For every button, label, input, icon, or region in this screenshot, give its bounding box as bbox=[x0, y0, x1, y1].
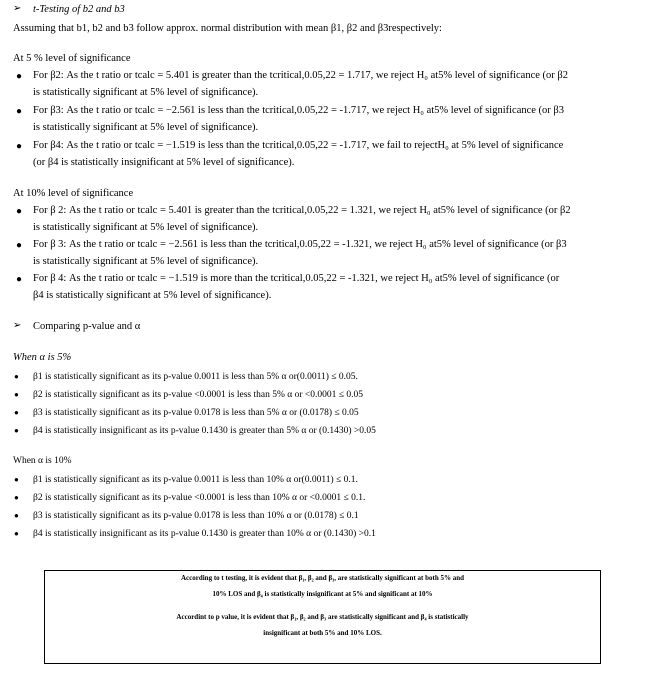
bullet-icon: ● bbox=[14, 372, 19, 381]
list-item-line: is statistically significant at 5% level of significance). bbox=[33, 122, 259, 133]
bullet-icon: ● bbox=[14, 529, 19, 538]
list-item-line: For β 4: As the t ratio or tcalc = −1.519 is more than the tcritical,0.05,22 = -1.321, we reject H₀ at5% level of significance (or bbox=[33, 273, 560, 284]
list-item: β3 is statistically significant as its p-value 0.0178 is less than 10% α or (0.0178) ≤ 0.1 bbox=[33, 511, 359, 521]
bullet-icon: ● bbox=[14, 493, 19, 502]
subsection-title: When α is 10% bbox=[13, 456, 72, 466]
bullet-icon: ● bbox=[16, 71, 23, 82]
bullet-icon: ● bbox=[14, 426, 19, 435]
bullet-icon: ● bbox=[14, 511, 19, 520]
conclusion-box bbox=[44, 570, 601, 664]
section-heading: t-Testing of b2 and b3 bbox=[33, 4, 125, 15]
list-item-line: For β2: As the t ratio or tcalc = 5.401 is greater than the tcritical,0.05,22 = 1.717, we reject H₀ at5% level of significance (or β2 bbox=[33, 70, 568, 81]
bullet-icon: ● bbox=[16, 240, 23, 251]
list-item: β2 is statistically significant as its p-value <0.0001 is less than 5% α or <0.0001 ≤ 0.05 bbox=[33, 390, 363, 400]
list-item-line: (or β4 is statistically insignificant at 5% level of significance). bbox=[33, 157, 295, 168]
bullet-icon: ● bbox=[14, 408, 19, 417]
conclusion-line: According to t testing, it is evident that β₁, β₂ and β₃, are statistically significant at both 5% and bbox=[180, 574, 465, 582]
list-item: β1 is statistically significant as its p-value 0.0011 is less than 10% α or(0.0011) ≤ 0.1. bbox=[33, 475, 358, 485]
bullet-icon: ● bbox=[16, 274, 23, 285]
conclusion-line: insignificant at both 5% and 10% LOS. bbox=[263, 629, 382, 637]
list-item-line: For β 2: As the t ratio or tcalc = 5.401 is greater than the tcritical,0.05,22 = 1.321, we reject H₀ at5% level of significance (or β2 bbox=[33, 205, 571, 216]
list-item-line: For β 3: As the t ratio or tcalc = −2.561 is less than the tcritical,0.05,22 = -1.321, we reject H₀ at5% level of significance (or β3 bbox=[33, 239, 567, 250]
bullet-icon: ● bbox=[16, 141, 23, 152]
arrow-bullet-icon: ➢ bbox=[13, 3, 22, 14]
section-title-10pct: At 10% level of significance bbox=[13, 188, 134, 199]
list-item: β2 is statistically significant as its p-value <0.0001 is less than 10% α or <0.0001 ≤ 0.1. bbox=[33, 493, 366, 503]
list-item-line: β4 is statistically significant at 5% level of significance). bbox=[33, 290, 272, 301]
list-item-line: For β3: As the t ratio or tcalc = −2.561 is less than the tcritical,0.05,22 = -1.717, we reject H₀ at5% level of significance (or β3 bbox=[33, 105, 565, 116]
bullet-icon: ● bbox=[14, 390, 19, 399]
list-item: β3 is statistically significant as its p-value 0.0178 is less than 5% α or (0.0178) ≤ 0.05 bbox=[33, 408, 359, 418]
bullet-icon: ● bbox=[16, 106, 23, 117]
list-item-line: is statistically significant at 5% level of significance). bbox=[33, 256, 259, 267]
section-title-5pct: At 5 % level of significance bbox=[13, 53, 131, 64]
conclusion-line: 10% LOS and β₄ is statistically insignificant at 5% and significant at 10% bbox=[212, 590, 433, 598]
list-item: β4 is statistically insignificant as its p-value 0.1430 is greater than 10% α or (0.1430) >0.1 bbox=[33, 529, 376, 539]
list-item-line: is statistically significant at 5% level of significance). bbox=[33, 87, 259, 98]
conclusion-line: Accordint to p value, it is evident that β₁, β₂ and β₃ are statistically significant and β₄ is statistically bbox=[176, 613, 469, 621]
list-item-line: For β4: As the t ratio or tcalc = −1.519 is less than the tcritical,0.05,22 = -1.717, we fail to rejectH₀ at 5% level of significance bbox=[33, 140, 564, 151]
list-item: β1 is statistically significant as its p-value 0.0011 is less than 5% α or(0.0011) ≤ 0.05. bbox=[33, 372, 358, 382]
list-item: β4 is statistically insignificant as its p-value 0.1430 is greater than 5% α or (0.1430) >0.05 bbox=[33, 426, 376, 436]
bullet-icon: ● bbox=[14, 475, 19, 484]
section-heading: Comparing p-value and α bbox=[33, 321, 141, 332]
bullet-icon: ● bbox=[16, 206, 23, 217]
list-item-line: is statistically significant at 5% level of significance). bbox=[33, 222, 259, 233]
arrow-bullet-icon: ➢ bbox=[13, 320, 22, 331]
intro-text: Assuming that b1, b2 and b3 follow approx. normal distribution with mean β1, β2 and β3respectively: bbox=[13, 23, 442, 34]
subsection-title: When α is 5% bbox=[13, 352, 72, 363]
